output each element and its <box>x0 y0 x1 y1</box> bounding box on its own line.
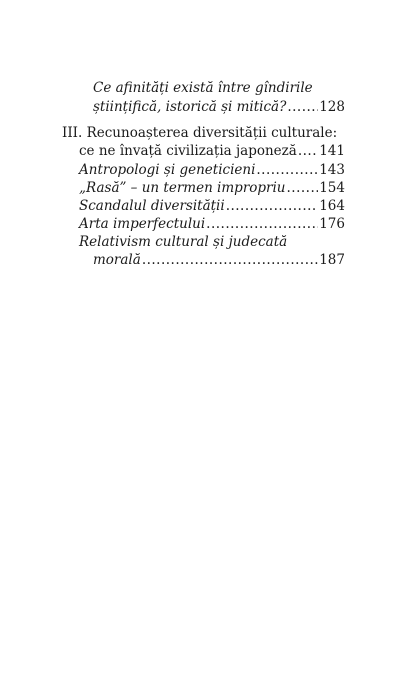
section-title-line2: ce ne învață civilizația japoneză <box>79 143 297 159</box>
toc-entry-relativism-line2 <box>93 251 345 269</box>
toc-entry-title: Antropologi și geneticieni <box>79 162 256 178</box>
toc-entry <box>79 161 345 179</box>
toc-entry-title: „Rasă” – un termen impropriu <box>79 180 286 196</box>
page-number: 143 <box>319 162 345 178</box>
dot-leader <box>226 197 319 215</box>
page-number: 176 <box>319 216 345 232</box>
toc-entry <box>79 197 345 215</box>
toc-entry <box>79 215 345 233</box>
toc-entry <box>79 179 345 197</box>
page-number: 154 <box>319 180 345 196</box>
dot-leader <box>206 215 318 233</box>
toc-section-heading <box>62 124 337 142</box>
dot-leader <box>298 142 318 160</box>
page-number: 128 <box>319 99 345 115</box>
page-number: 187 <box>319 252 345 268</box>
dot-leader <box>287 98 318 116</box>
page-number: 141 <box>319 143 345 159</box>
toc-entry-title: Arta imperfectului <box>79 216 206 232</box>
toc-entry-afinitati-line2 <box>93 98 345 116</box>
section-title-line1: Recunoașterea diversității culturale: <box>86 125 338 141</box>
dot-leader <box>256 161 318 179</box>
toc-entry-relativism-line1: Relativism cultural și judecată <box>79 234 288 250</box>
toc-entry-title: Scandalul diversității <box>79 198 225 214</box>
page-number: 164 <box>319 198 345 214</box>
section-numeral: III. <box>62 125 83 141</box>
dot-leader <box>287 179 319 197</box>
toc-section-heading-line2 <box>79 142 345 160</box>
dot-leader <box>142 251 318 269</box>
toc-entry-title: științifică, istorică și mitică? <box>93 99 287 115</box>
toc-entry-title: morală <box>93 252 141 268</box>
toc-entry-afinitati-line1: Ce afinități există între gîndirile <box>93 80 313 96</box>
